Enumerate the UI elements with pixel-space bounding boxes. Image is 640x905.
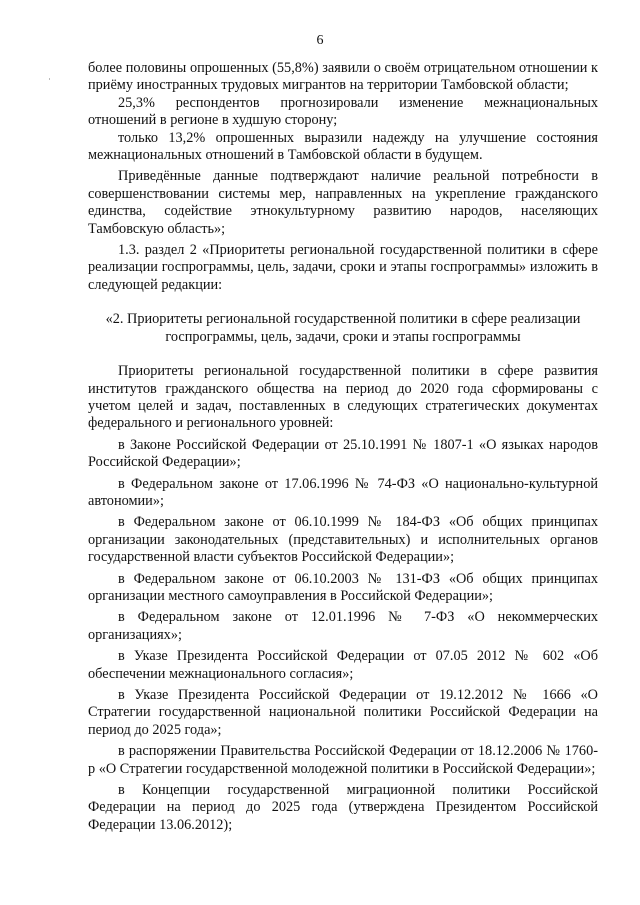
paragraph-hope-improvement: только 13,2% опрошенных выразили надежду на улучшение состояния межнациональных отношений в Тамбовской области в будущем.	[88, 129, 598, 164]
document-body	[88, 60, 598, 834]
section-heading	[88, 311, 598, 346]
paragraph-data-confirm: Приведённые данные подтверждают наличие реальной потребности в совершенствовании системы мер, направленных на укрепление гражданского единства, содействие этнокультурному развитию народов, населяющих Тамбовскую область»;	[88, 168, 598, 237]
page-number: 6	[316, 33, 324, 48]
scan-margin-mark	[49, 78, 50, 80]
list-item-law-languages: в Законе Российской Федерации от 25.10.1991 № 1807-1 «О языках народов Российской Федерации»;	[88, 436, 598, 471]
section-heading-line-2: госпрограммы, цель, задачи, сроки и этапы госпрограммы	[165, 328, 521, 345]
paragraph-negative-attitude: более половины опрошенных (55,8%) заявили о своём отрицательном отношении к приёму иностранных трудовых мигрантов на территории Тамбовской области;	[88, 60, 598, 94]
list-item-law-131: в Федеральном законе от 06.10.2003 № 131-ФЗ «Об общих принципах организации местного самоуправления в Российской Федерации»;	[88, 570, 598, 604]
list-item-decree-1666: в Указе Президента Российской Федерации от 19.12.2012 № 1666 «О Стратегии государственной национальной политики Российской Федерации на период до 2025 года»;	[88, 687, 598, 738]
list-item-migration-concept: в Концепции государственной миграционной политики Российской Федерации на период до 2025 года (утверждена Президентом Российской Федерации 13.06.2012);	[88, 782, 598, 833]
section-heading-line-1: «2. Приоритеты региональной государственной политики в сфере реализации	[105, 311, 581, 328]
paragraph-section-2-amendment: 1.3. раздел 2 «Приоритеты региональной государственной политики в сфере реализации госпрограммы, цель, задачи, сроки и этапы госпрограммы» изложить в следующей редакции:	[88, 242, 598, 293]
list-item-law-184: в Федеральном законе от 06.10.1999 № 184-ФЗ «Об общих принципах организации законодательных (представительных) и исполнительных органов государственной власти субъектов Российской Федерации»;	[88, 514, 598, 566]
paragraph-forecast-worse: 25,3% респондентов прогнозировали изменение межнациональных отношений в регионе в худшую сторону;	[88, 94, 598, 129]
list-item-law-cultural-autonomy: в Федеральном законе от 17.06.1996 № 74-ФЗ «О национально-культурной автономии»;	[88, 475, 598, 509]
paragraph-priorities-intro: Приоритеты региональной государственной политики в сфере развития институтов гражданского общества на период до 2020 года сформированы с учетом целей и задач, поставленных в следующих стратегических документах федерального и регионального уровней:	[88, 363, 598, 432]
list-item-decree-602: в Указе Президента Российской Федерации от 07.05 2012 № 602 «Об обеспечении межнационального согласия»;	[88, 648, 598, 682]
list-item-order-1760: в распоряжении Правительства Российской Федерации от 18.12.2006 № 1760-р «О Стратегии государственной молодежной политики в Российской Федерации»;	[88, 743, 598, 777]
list-item-law-nonprofit: в Федеральном законе от 12.01.1996 № 7-ФЗ «О некоммерческих организациях»;	[88, 609, 598, 643]
